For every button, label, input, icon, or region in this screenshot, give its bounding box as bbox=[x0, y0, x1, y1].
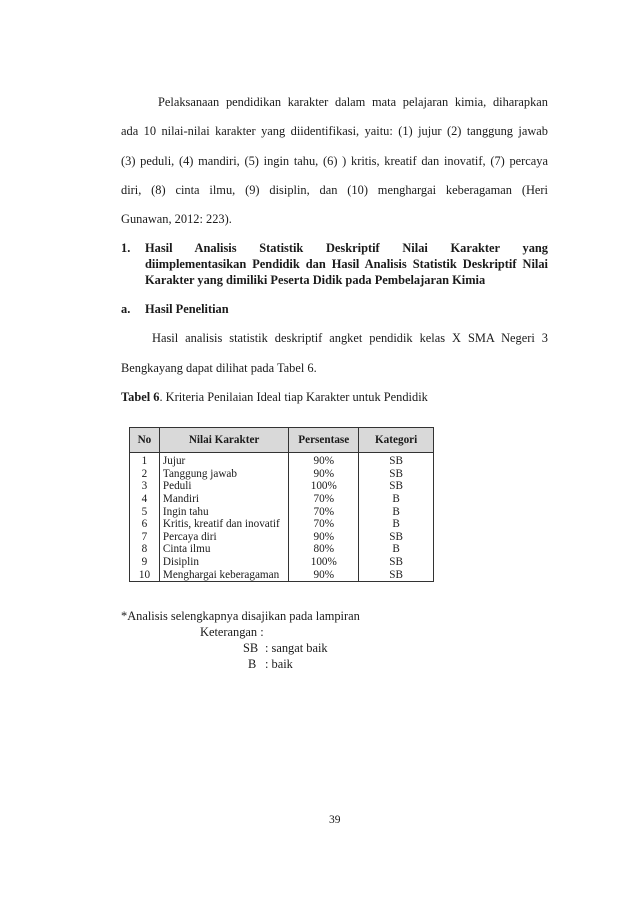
cell-karakter: Peduli bbox=[159, 480, 288, 493]
cell-karakter: Ingin tahu bbox=[159, 505, 288, 518]
legend-desc-sb: : sangat baik bbox=[265, 641, 328, 655]
cell-persentase: 90% bbox=[289, 453, 359, 468]
paragraph2-line-1: Hasil analisis statistik deskriptif angket pendidik kelas X SMA Negeri 3 bbox=[152, 331, 548, 345]
section-number: 1. bbox=[121, 241, 131, 255]
paragraph2-line-2: Bengkayang dapat dilihat pada Tabel 6. bbox=[121, 361, 317, 375]
table-row bbox=[130, 531, 434, 544]
cell-persentase: 70% bbox=[289, 518, 359, 531]
table-caption-text: . Kriteria Penilaian Ideal tiap Karakter untuk Pendidik bbox=[159, 390, 428, 404]
table-caption bbox=[121, 389, 428, 405]
table-header-row bbox=[130, 428, 434, 453]
legend-title: Keterangan : bbox=[200, 625, 264, 639]
cell-karakter: Disiplin bbox=[159, 556, 288, 569]
cell-persentase: 70% bbox=[289, 493, 359, 506]
cell-kategori: SB bbox=[359, 568, 434, 581]
intro-line-4: diri, (8) cinta ilmu, (9) disiplin, dan (10) menghargai keberagaman (Heri bbox=[121, 183, 548, 197]
page-number: 39 bbox=[329, 814, 341, 826]
cell-persentase: 90% bbox=[289, 468, 359, 481]
cell-no: 7 bbox=[130, 531, 160, 544]
section-heading-line-3: Karakter yang dimiliki Peserta Didik pada Pembelajaran Kimia bbox=[145, 273, 486, 287]
header-no: No bbox=[130, 428, 160, 453]
cell-kategori: B bbox=[359, 493, 434, 506]
table-row bbox=[130, 493, 434, 506]
cell-karakter: Jujur bbox=[159, 453, 288, 468]
section-heading-line-1: Hasil Analisis Statistik Deskriptif Nilai Karakter yang bbox=[145, 241, 548, 255]
header-persentase: Persentase bbox=[289, 428, 359, 453]
cell-no: 10 bbox=[130, 568, 160, 581]
cell-no: 9 bbox=[130, 556, 160, 569]
cell-persentase: 90% bbox=[289, 531, 359, 544]
subsection-letter: a. bbox=[121, 302, 131, 316]
table-row bbox=[130, 568, 434, 581]
cell-kategori: SB bbox=[359, 556, 434, 569]
table-row bbox=[130, 556, 434, 569]
cell-no: 4 bbox=[130, 493, 160, 506]
cell-kategori: B bbox=[359, 505, 434, 518]
intro-line-3: (3) peduli, (4) mandiri, (5) ingin tahu, (6) ) kritis, kreatif dan inovatif, (7) percaya bbox=[121, 154, 548, 168]
cell-karakter: Mandiri bbox=[159, 493, 288, 506]
cell-persentase: 90% bbox=[289, 568, 359, 581]
cell-kategori: SB bbox=[359, 480, 434, 493]
cell-no: 3 bbox=[130, 480, 160, 493]
table-row bbox=[130, 518, 434, 531]
table-row bbox=[130, 480, 434, 493]
header-kategori: Kategori bbox=[359, 428, 434, 453]
cell-karakter: Tanggung jawab bbox=[159, 468, 288, 481]
cell-persentase: 100% bbox=[289, 556, 359, 569]
table-row bbox=[130, 453, 434, 468]
subsection-title: Hasil Penelitian bbox=[145, 302, 229, 316]
header-nilai-karakter: Nilai Karakter bbox=[159, 428, 288, 453]
legend-code-b: B bbox=[248, 657, 257, 671]
cell-kategori: SB bbox=[359, 453, 434, 468]
cell-no: 5 bbox=[130, 505, 160, 518]
table-caption-label: Tabel 6 bbox=[121, 390, 160, 404]
cell-kategori: SB bbox=[359, 531, 434, 544]
cell-kategori: SB bbox=[359, 468, 434, 481]
criteria-table bbox=[129, 427, 434, 582]
cell-karakter: Kritis, kreatif dan inovatif bbox=[159, 518, 288, 531]
cell-persentase: 80% bbox=[289, 543, 359, 556]
legend-code-sb: SB bbox=[243, 641, 259, 655]
table-row bbox=[130, 505, 434, 518]
legend-desc-b: : baik bbox=[265, 657, 293, 671]
table-row bbox=[130, 543, 434, 556]
cell-no: 8 bbox=[130, 543, 160, 556]
cell-karakter: Menghargai keberagaman bbox=[159, 568, 288, 581]
section-heading-line-2: diimplementasikan Pendidik dan Hasil Analisis Statistik Deskriptif Nilai bbox=[145, 257, 548, 271]
cell-karakter: Percaya diri bbox=[159, 531, 288, 544]
cell-karakter: Cinta ilmu bbox=[159, 543, 288, 556]
analysis-note: *Analisis selengkapnya disajikan pada lampiran bbox=[121, 609, 360, 623]
table-row bbox=[130, 468, 434, 481]
cell-no: 6 bbox=[130, 518, 160, 531]
cell-no: 2 bbox=[130, 468, 160, 481]
cell-kategori: B bbox=[359, 543, 434, 556]
intro-line-2: ada 10 nilai-nilai karakter yang diidentifikasi, yaitu: (1) jujur (2) tanggung jawab bbox=[121, 124, 548, 138]
cell-persentase: 100% bbox=[289, 480, 359, 493]
intro-line-1: Pelaksanaan pendidikan karakter dalam mata pelajaran kimia, diharapkan bbox=[158, 95, 548, 109]
cell-persentase: 70% bbox=[289, 505, 359, 518]
cell-no: 1 bbox=[130, 453, 160, 468]
intro-line-5: Gunawan, 2012: 223). bbox=[121, 212, 232, 226]
cell-kategori: B bbox=[359, 518, 434, 531]
